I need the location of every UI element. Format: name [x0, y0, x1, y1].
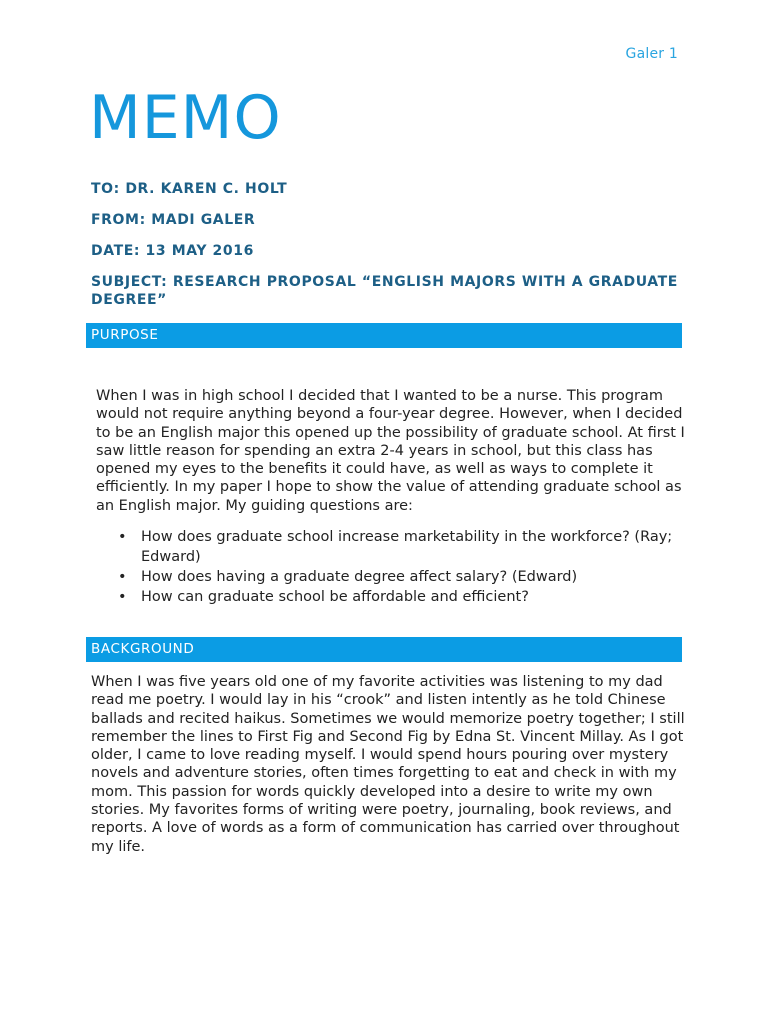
memo-title: MEMO: [89, 83, 282, 153]
question-text: How can graduate school be affordable and efficient?: [141, 589, 529, 605]
question-text: How does graduate school increase marketability in the workforce? (Ray; Edward): [141, 529, 673, 565]
bullet-icon: •: [118, 589, 127, 605]
list-item: [96, 587, 676, 607]
background-paragraph: When I was five years old one of my favorite activities was listening to my dad read me poetry. I would lay in his “crook” and listen intently as he told Chinese ballads and recited haikus. Sometimes we would memorize poetry together; I still remember the lines to First Fig and Second Fig by Edna St. Vincent Millay. As I got older, I came to love reading myself. I would spend hours pouring over mystery novels and adventure stories, often times forgetting to eat and check in with my mom. This passion for words quickly developed into a desire to write my own stories. My favorites forms of writing were poetry, journaling, book reviews, and reports. A love of words as a form of communication has carried over throughout my life.: [91, 674, 685, 855]
list-item: [96, 527, 676, 567]
list-item: [96, 567, 676, 587]
memo-to-line: TO: DR. KAREN C. HOLT: [91, 181, 288, 197]
bullet-icon: •: [118, 529, 127, 545]
purpose-paragraph: When I was in high school I decided that I wanted to be a nurse. This program would not require anything beyond a four-year degree. However, when I decided to be an English major this opened up the possibility of graduate school. At first I saw little reason for spending an extra 2-4 years in school, but this class has opened my eyes to the benefits it could have, as well as ways to complete it efficiently. In my paper I hope to show the value of attending graduate school as an English major. My guiding questions are:: [96, 388, 685, 514]
background-section-heading: BACKGROUND: [86, 637, 682, 662]
bullet-icon: •: [118, 569, 127, 585]
memo-date-line: DATE: 13 MAY 2016: [91, 243, 254, 259]
page-number-header: Galer 1: [625, 46, 678, 62]
purpose-section-heading: PURPOSE: [86, 323, 682, 348]
memo-from-line: FROM: MADI GALER: [91, 212, 256, 228]
guiding-questions-list: [96, 527, 676, 607]
memo-subject-line: SUBJECT: RESEARCH PROPOSAL “ENGLISH MAJORS WITH A GRADUATE DEGREE”: [91, 274, 678, 308]
question-text: How does having a graduate degree affect salary? (Edward): [141, 569, 578, 585]
